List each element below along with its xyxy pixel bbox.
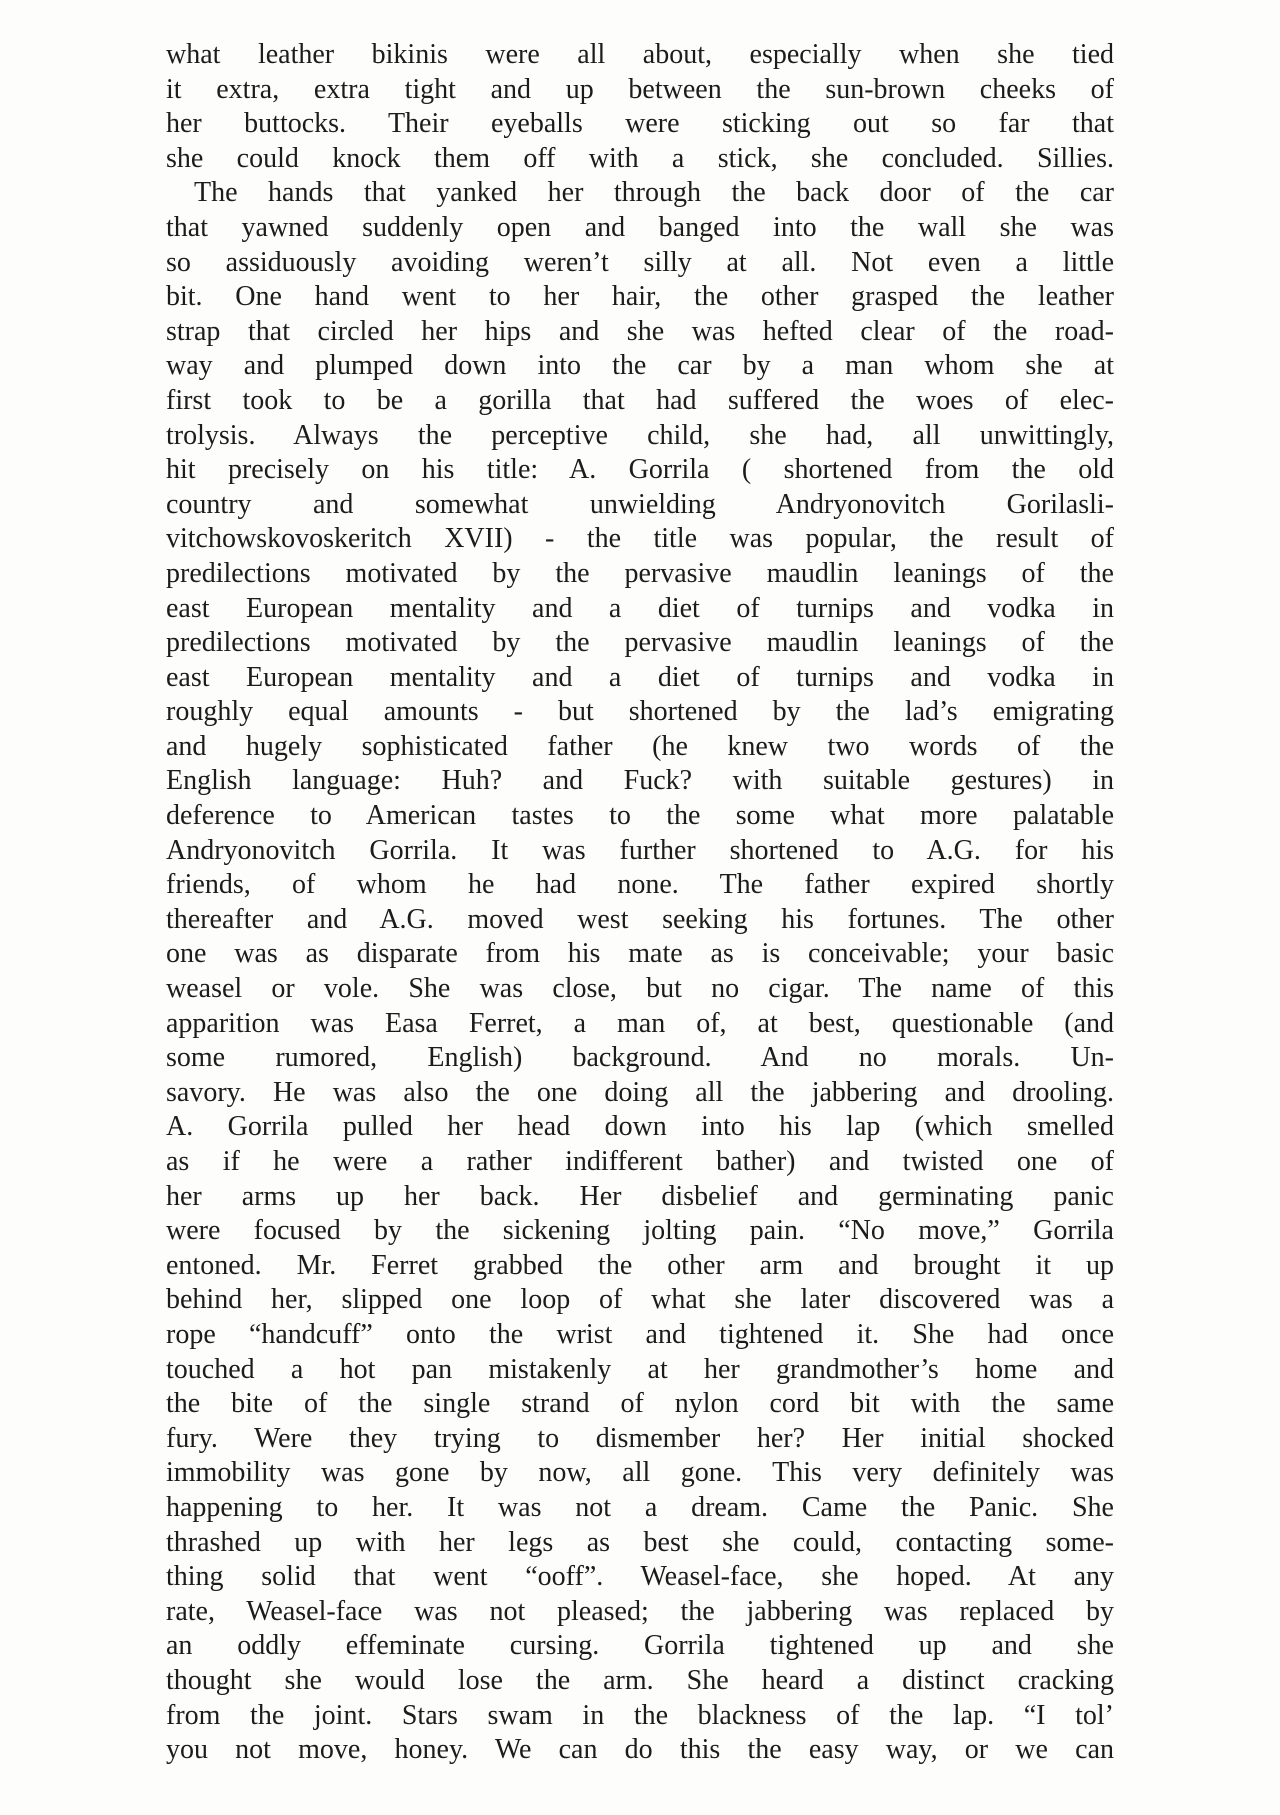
body-text xyxy=(166,38,1114,1768)
text-line: what leather bikinis were all about, especially when she tied xyxy=(166,39,1114,70)
text-line: it extra, extra tight and up between the sun-brown cheeks of xyxy=(166,73,1114,105)
text-line: thrashed up with her legs as best she could, contacting some- xyxy=(166,1526,1114,1558)
text-line: thing solid that went “ooff”. Weasel-face, she hoped. At any xyxy=(166,1561,1114,1593)
text-line: and hugely sophisticated father (he knew two words of the xyxy=(166,730,1114,762)
text-line: thought she would lose the arm. She heard a distinct cracking xyxy=(166,1664,1114,1696)
text-line: deference to American tastes to the some what more palatable xyxy=(166,800,1114,832)
text-line: first took to be a gorilla that had suffered the woes of elec- xyxy=(166,384,1114,416)
text-line: trolysis. Always the perceptive child, she had, all unwittingly, xyxy=(166,419,1114,451)
text-line: way and plumped down into the car by a man whom she at xyxy=(166,350,1114,382)
text-line: happening to her. It was not a dream. Came the Panic. She xyxy=(166,1491,1114,1523)
text-line: touched a hot pan mistakenly at her grandmother’s home and xyxy=(166,1353,1114,1385)
text-line: immobility was gone by now, all gone. This very definitely was xyxy=(166,1457,1114,1489)
text-line: strap that circled her hips and she was hefted clear of the road- xyxy=(166,315,1114,347)
text-line: thereafter and A.G. moved west seeking his fortunes. The other xyxy=(166,903,1114,935)
text-line: rope “handcuff” onto the wrist and tightened it. She had once xyxy=(166,1318,1114,1350)
text-line: her buttocks. Their eyeballs were sticking out so far that xyxy=(166,108,1114,140)
text-line: one was as disparate from his mate as is conceivable; your basic xyxy=(166,938,1114,970)
text-line: she could knock them off with a stick, she concluded. Sillies. xyxy=(166,142,1114,174)
text-line: English language: Huh? and Fuck? with suitable gestures) in xyxy=(166,765,1114,797)
text-line: rate, Weasel-face was not pleased; the jabbering was replaced by xyxy=(166,1595,1114,1627)
text-line: from the joint. Stars swam in the blackness of the lap. “I tol’ xyxy=(166,1699,1114,1731)
text-line: vitchowskovoskeritch XVII) - the title was popular, the result of xyxy=(166,523,1114,555)
text-line: bit. One hand went to her hair, the other grasped the leather xyxy=(166,281,1114,313)
text-line: her arms up her back. Her disbelief and germinating panic xyxy=(166,1180,1114,1212)
text-line: country and somewhat unwielding Andryonovitch Gorilasli- xyxy=(166,488,1114,520)
text-line: as if he were a rather indifferent bather) and twisted one of xyxy=(166,1146,1114,1177)
text-line: weasel or vole. She was close, but no cigar. The name of this xyxy=(166,973,1114,1005)
text-line: you not move, honey. We can do this the easy way, or we can xyxy=(166,1734,1114,1766)
text-line: hit precisely on his title: A. Gorrila ( shortened from the old xyxy=(166,454,1114,486)
text-line: an oddly effeminate cursing. Gorrila tightened up and she xyxy=(166,1630,1114,1662)
text-line: apparition was Easa Ferret, a man of, at best, questionable (and xyxy=(166,1007,1114,1039)
text-line: Andryonovitch Gorrila. It was further shortened to A.G. for his xyxy=(166,834,1114,866)
text-line: that yawned suddenly open and banged into the wall she was xyxy=(166,211,1114,243)
text-line: A. Gorrila pulled her head down into his lap (which smelled xyxy=(166,1111,1114,1143)
text-line: predilections motivated by the pervasive maudlin leanings of the xyxy=(166,627,1114,659)
text-line: predilections motivated by the pervasive maudlin leanings of the xyxy=(166,557,1114,589)
text-line: fury. Were they trying to dismember her? Her initial shocked xyxy=(166,1422,1114,1454)
text-line: entoned. Mr. Ferret grabbed the other arm and brought it up xyxy=(166,1249,1114,1281)
text-line: behind her, slipped one loop of what she later discovered was a xyxy=(166,1284,1114,1316)
text-line: roughly equal amounts - but shortened by the lad’s emigrating xyxy=(166,696,1114,728)
text-line: some rumored, English) background. And no morals. Un- xyxy=(166,1042,1114,1074)
text-line: so assiduously avoiding weren’t silly at all. Not even a little xyxy=(166,246,1114,278)
text-line: east European mentality and a diet of turnips and vodka in xyxy=(166,661,1114,693)
text-line: friends, of whom he had none. The father expired shortly xyxy=(166,869,1114,901)
text-line: were focused by the sickening jolting pain. “No move,” Gorrila xyxy=(166,1215,1114,1247)
text-line: savory. He was also the one doing all the jabbering and drooling. xyxy=(166,1076,1114,1108)
text-line: east European mentality and a diet of turnips and vodka in xyxy=(166,592,1114,624)
text-line: the bite of the single strand of nylon cord bit with the same xyxy=(166,1388,1114,1420)
text-line: The hands that yanked her through the back door of the car xyxy=(166,177,1114,209)
